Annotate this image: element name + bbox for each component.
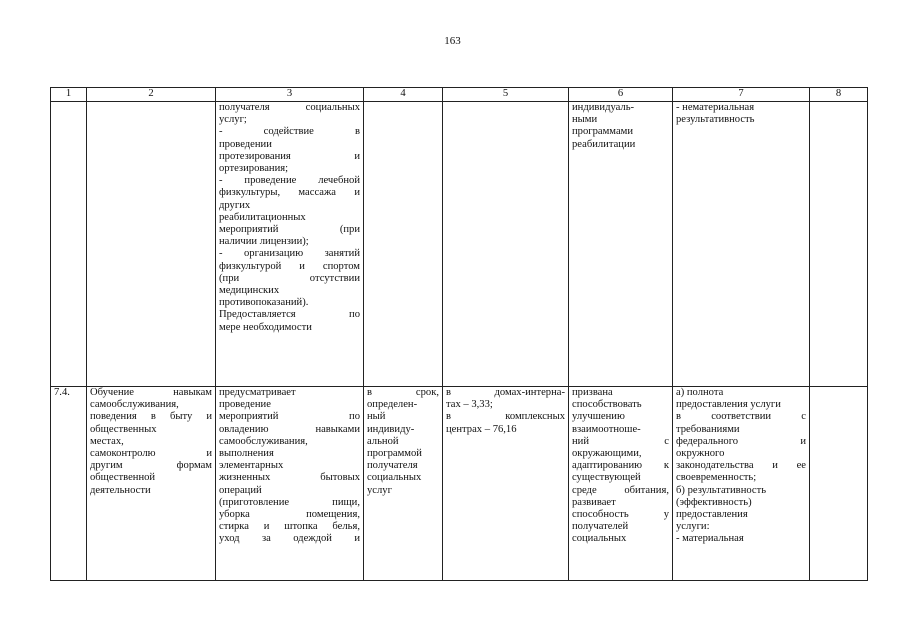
column-number-row: [51, 88, 868, 102]
cell-service-term: [364, 102, 443, 387]
cell-text-line: призвана: [572, 387, 613, 398]
cell-text-line: самообслуживания,: [90, 399, 179, 411]
cell-text-line: тах – 3,33;: [446, 399, 493, 411]
cell-text-line: физкультурой и спортом: [219, 260, 360, 272]
cell-text-line: мероприятий (при: [219, 224, 360, 236]
cell-text-line: получателя: [367, 460, 418, 472]
cell-text-line: общественной: [90, 472, 156, 484]
cell-text-line: своевременность;: [676, 472, 757, 484]
cell-text-line: предоставления: [676, 509, 748, 521]
cell-text-line: развивает: [572, 496, 616, 508]
column-number-6: 6: [569, 88, 673, 102]
table-row-continued: [51, 102, 868, 387]
cell-conditions: [810, 102, 868, 387]
column-number-4: 4: [364, 88, 443, 102]
cell-text-line: предоставления услуги: [676, 399, 781, 411]
cell-text-line: окружного: [676, 448, 725, 460]
services-table: [50, 87, 868, 581]
cell-text-line: существующей: [572, 472, 641, 484]
cell-text-line: социальных: [572, 533, 627, 545]
cell-text-line: получателя социальных: [219, 102, 360, 113]
cell-text-line: взаимоотноше-: [572, 423, 641, 435]
cell-text-line: мере необходимости: [219, 321, 312, 333]
cell-text-line: проведение: [219, 399, 271, 411]
cell-text-line: ортезирования;: [219, 163, 289, 175]
cell-text-line: противопоказаний).: [219, 297, 309, 309]
cell-text-line: услуг;: [219, 114, 247, 126]
cell-text-line: деятельности: [90, 484, 151, 496]
cell-text-line: 7.4.: [54, 387, 70, 398]
cell-text-line: протезирования и: [219, 150, 360, 162]
cell-service-purpose: [569, 387, 673, 581]
cell-text-line: Предоставляется по: [219, 309, 360, 321]
cell-text-line: - проведение лечебной: [219, 175, 360, 187]
cell-text-line: программой: [367, 448, 422, 460]
cell-text-line: в срок,: [367, 387, 439, 398]
cell-text-line: физкультуры, массажа и: [219, 187, 360, 199]
column-number-7: 7: [673, 88, 810, 102]
cell-text-line: наличии лицензии);: [219, 236, 309, 248]
cell-text-line: - нематериальная: [676, 102, 755, 113]
cell-text-line: альной: [367, 435, 399, 447]
cell-text-line: федерального и: [676, 435, 806, 447]
cell-text-line: улучшению: [572, 411, 625, 423]
cell-text-line: законодательства и ее: [676, 460, 806, 472]
cell-number: [51, 102, 87, 387]
cell-text-line: - материальная: [676, 533, 744, 545]
cell-text-line: самоконтролю и: [90, 448, 212, 460]
cell-text-line: ными: [572, 114, 598, 126]
cell-service-term: [364, 387, 443, 581]
cell-service-name: [87, 387, 216, 581]
cell-service-description: [216, 387, 364, 581]
cell-text-line: медицинских: [219, 285, 280, 297]
cell-text-line: элементарных: [219, 460, 284, 472]
cell-service-name: [87, 102, 216, 387]
cell-text-line: выполнения: [219, 448, 274, 460]
cell-text-line: Обучение навыкам: [90, 387, 212, 398]
cell-text-line: в комплексных: [446, 411, 565, 423]
cell-text-line: (эффективность): [676, 496, 752, 508]
cell-tariff: [443, 387, 569, 581]
cell-number: [51, 387, 87, 581]
cell-text-line: результативность: [676, 114, 755, 126]
cell-quality-indicators: [673, 387, 810, 581]
cell-text-line: услуги:: [676, 521, 710, 533]
cell-text-line: социальных: [367, 472, 422, 484]
cell-text-line: в соответствии с: [676, 411, 806, 423]
cell-text-line: адаптированию к: [572, 460, 669, 472]
cell-text-line: - организацию занятий: [219, 248, 360, 260]
page-number: 163: [444, 35, 461, 47]
cell-text-line: программами: [572, 126, 634, 138]
cell-text-line: других: [219, 199, 251, 211]
cell-quality-indicators: [673, 102, 810, 387]
cell-text-line: ний с: [572, 435, 669, 447]
cell-text-line: индивидуаль-: [572, 102, 635, 113]
cell-text-line: предусматривает: [219, 387, 296, 398]
cell-text-line: жизненных бытовых: [219, 472, 360, 484]
cell-text-line: уход за одеждой и: [219, 533, 360, 545]
cell-text-line: среде обитания,: [572, 484, 669, 496]
cell-text-line: стирка и штопка белья,: [219, 521, 360, 533]
cell-text-line: операций: [219, 484, 262, 496]
cell-service-purpose: [569, 102, 673, 387]
cell-text-line: способность у: [572, 509, 669, 521]
cell-text-line: ный: [367, 411, 386, 423]
table-row-7-4: [51, 387, 868, 581]
cell-service-description: [216, 102, 364, 387]
cell-text-line: получателей: [572, 521, 629, 533]
cell-text-line: местах,: [90, 435, 124, 447]
cell-text-line: общественных: [90, 423, 157, 435]
cell-text-line: б) результативность: [676, 484, 767, 496]
cell-text-line: услуг: [367, 484, 392, 496]
cell-text-line: (приготовление пищи,: [219, 496, 360, 508]
cell-conditions: [810, 387, 868, 581]
cell-text-line: самообслуживания,: [219, 435, 308, 447]
cell-text-line: другим формам: [90, 460, 212, 472]
cell-text-line: центрах – 76,16: [446, 423, 517, 435]
cell-text-line: овладению навыками: [219, 423, 360, 435]
cell-text-line: способствовать: [572, 399, 642, 411]
cell-text-line: уборка помещения,: [219, 509, 360, 521]
column-number-2: 2: [87, 88, 216, 102]
cell-text-line: индивиду-: [367, 423, 415, 435]
cell-text-line: окружающими,: [572, 448, 642, 460]
cell-text-line: требованиями: [676, 423, 740, 435]
cell-text-line: в домах-интерна-: [446, 387, 565, 398]
cell-text-line: реабилитационных: [219, 211, 306, 223]
cell-text-line: реабилитации: [572, 138, 636, 150]
cell-text-line: а) полнота: [676, 387, 724, 398]
column-number-3: 3: [216, 88, 364, 102]
cell-text-line: определен-: [367, 399, 418, 411]
cell-text-line: (при отсутствии: [219, 272, 360, 284]
cell-text-line: - содействие в: [219, 126, 360, 138]
column-number-5: 5: [443, 88, 569, 102]
cell-tariff: [443, 102, 569, 387]
column-number-1: 1: [51, 88, 87, 102]
cell-text-line: проведении: [219, 138, 272, 150]
cell-text-line: поведения в быту и: [90, 411, 212, 423]
cell-text-line: мероприятий по: [219, 411, 360, 423]
column-number-8: 8: [810, 88, 868, 102]
